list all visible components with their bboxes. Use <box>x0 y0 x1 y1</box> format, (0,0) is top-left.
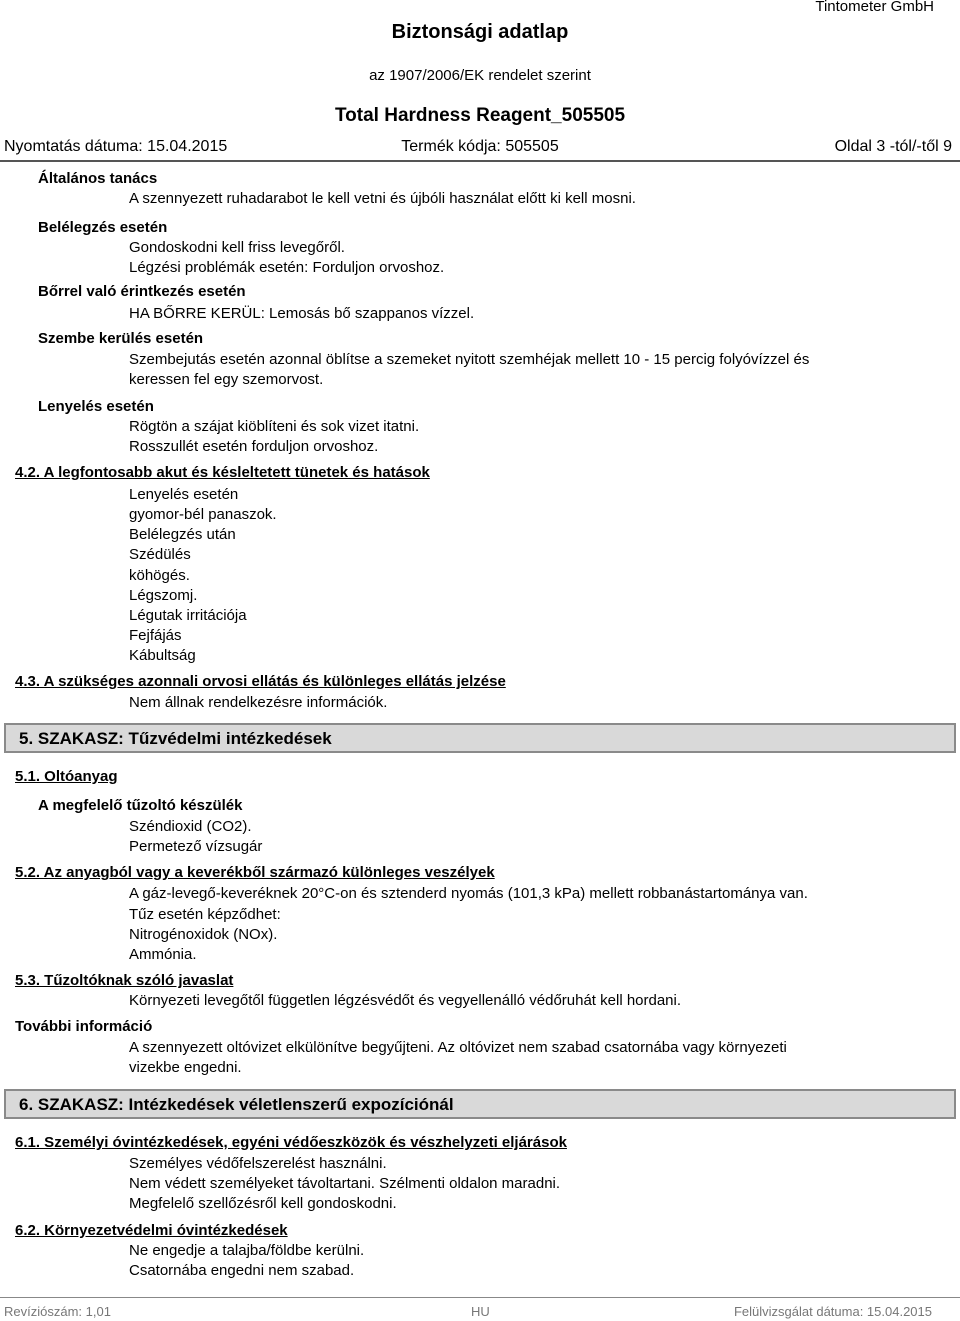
suitable-media-text-1: Széndioxid (CO2). <box>129 818 252 835</box>
subsection-5-1-title: 5.1. Oltóanyag <box>15 768 118 785</box>
symptom-line: Kábultság <box>129 647 196 664</box>
skin-contact-text: HA BŐRRE KERÜL: Lemosás bő szappanos vízzel. <box>129 305 475 322</box>
ingestion-text-1: Rögtön a szájat kiöblíteni és sok vizet itatni. <box>129 418 420 435</box>
inhalation-title: Belélegzés esetén <box>38 219 168 236</box>
environmental-text-1: Ne engedje a talajba/földbe kerülni. <box>129 1242 365 1259</box>
subsection-6-2-title: 6.2. Környezetvédelmi óvintézkedések <box>15 1222 288 1239</box>
ingestion-title: Lenyelés esetén <box>38 398 154 415</box>
section-6-header <box>4 1089 956 1119</box>
general-advice-text: A szennyezett ruhadarabot le kell vetni és újbóli használat előtt ki kell mosni. <box>129 190 636 207</box>
personal-precaution-text-3: Megfelelő szellőzésről kell gondoskodni. <box>129 1195 397 1212</box>
subsection-5-3-title: 5.3. Tűzoltóknak szóló javaslat <box>15 972 234 989</box>
suitable-media-text-2: Permetező vízsugár <box>129 838 263 855</box>
section-5-title: 5. SZAKASZ: Tűzvédelmi intézkedések <box>19 729 332 748</box>
subsection-4-3-text: Nem állnak rendelkezésre információk. <box>129 694 388 711</box>
symptom-line: Légutak irritációja <box>129 607 247 624</box>
inhalation-text-1: Gondoskodni kell friss levegőről. <box>129 239 345 256</box>
document-title: Biztonsági adatlap <box>391 21 569 43</box>
symptom-line: Fejfájás <box>129 627 182 644</box>
section-5-header <box>4 723 956 753</box>
subsection-6-1-title: 6.1. Személyi óvintézkedések, egyéni védőeszközök és vészhelyzeti eljárások <box>15 1134 567 1151</box>
hazard-text-1: A gáz-levegő-keveréknek 20°C-on és sztenderd nyomás (101,3 kPa) mellett robbanástartománya van. <box>129 885 808 902</box>
symptom-line: Légszomj. <box>129 587 198 604</box>
symptom-line: Lenyelés esetén <box>129 486 239 503</box>
skin-contact-title: Bőrrel való érintkezés esetén <box>38 283 246 300</box>
personal-precaution-text-1: Személyes védőfelszerelést használni. <box>129 1155 387 1172</box>
hazard-text-2: Tűz esetén képződhet: <box>129 906 281 923</box>
language-code: HU <box>471 1304 490 1319</box>
ingestion-text-2: Rosszullét esetén forduljon orvoshoz. <box>129 438 379 455</box>
personal-precaution-text-2: Nem védett személyeket távoltartani. Szélmenti oldalon maradni. <box>129 1175 561 1192</box>
subsection-4-2-title: 4.2. A legfontosabb akut és késleltetett tünetek és hatások <box>15 464 430 481</box>
further-info-text-1: A szennyezett oltóvizet elkülönítve begyűjteni. Az oltóvizet nem szabad csatornába vagy környezeti <box>129 1039 787 1056</box>
environmental-text-2: Csatornába engedni nem szabad. <box>129 1262 355 1279</box>
section-6-title: 6. SZAKASZ: Intézkedések véletlenszerű expozíciónál <box>19 1095 454 1114</box>
eye-contact-text-2: keressen fel egy szemorvost. <box>129 371 324 388</box>
hazard-text-4: Ammónia. <box>129 946 197 963</box>
suitable-media-title: A megfelelő tűzoltó készülék <box>38 797 243 814</box>
subsection-5-2-title: 5.2. Az anyagból vagy a keverékből származó különleges veszélyek <box>15 864 495 881</box>
symptom-line: gyomor-bél panaszok. <box>129 506 277 523</box>
symptom-line: köhögés. <box>129 567 190 584</box>
symptom-line: Szédülés <box>129 546 191 563</box>
company-name: Tintometer GmbH <box>815 0 934 15</box>
hazard-text-3: Nitrogénoxidok (NOx). <box>129 926 278 943</box>
general-advice-title: Általános tanács <box>38 170 158 187</box>
footer-rule <box>0 1297 960 1298</box>
further-info-text-2: vizekbe engedni. <box>129 1059 242 1076</box>
review-date: Felülvizsgálat dátuma: 15.04.2015 <box>733 1304 932 1319</box>
subsection-4-3-title: 4.3. A szükséges azonnali orvosi ellátás és különleges ellátás jelzése <box>15 673 506 690</box>
symptom-line: Belélegzés után <box>129 526 236 543</box>
inhalation-text-2: Légzési problémák esetén: Forduljon orvoshoz. <box>129 259 445 276</box>
further-info-title: További információ <box>15 1018 153 1035</box>
product-name: Total Hardness Reagent_505505 <box>334 105 626 126</box>
eye-contact-title: Szembe kerülés esetén <box>38 330 204 347</box>
page-number: Oldal 3 -tól/-től 9 <box>834 138 952 155</box>
product-code: Termék kódja: 505505 <box>401 138 559 155</box>
header-rule <box>0 160 960 162</box>
print-date: Nyomtatás dátuma: 15.04.2015 <box>4 138 228 155</box>
revision-number: Revíziószám: 1,01 <box>4 1304 111 1319</box>
firefighter-advice-text: Környezeti levegőtől független légzésvédőt és vegyellenálló védőruhát kell hordani. <box>129 992 682 1009</box>
eye-contact-text-1: Szembejutás esetén azonnal öblítse a szemeket nyitott szemhéjak mellett 10 - 15 percig folyóvízzel és <box>129 351 810 368</box>
regulation-text: az 1907/2006/EK rendelet szerint <box>369 67 591 84</box>
